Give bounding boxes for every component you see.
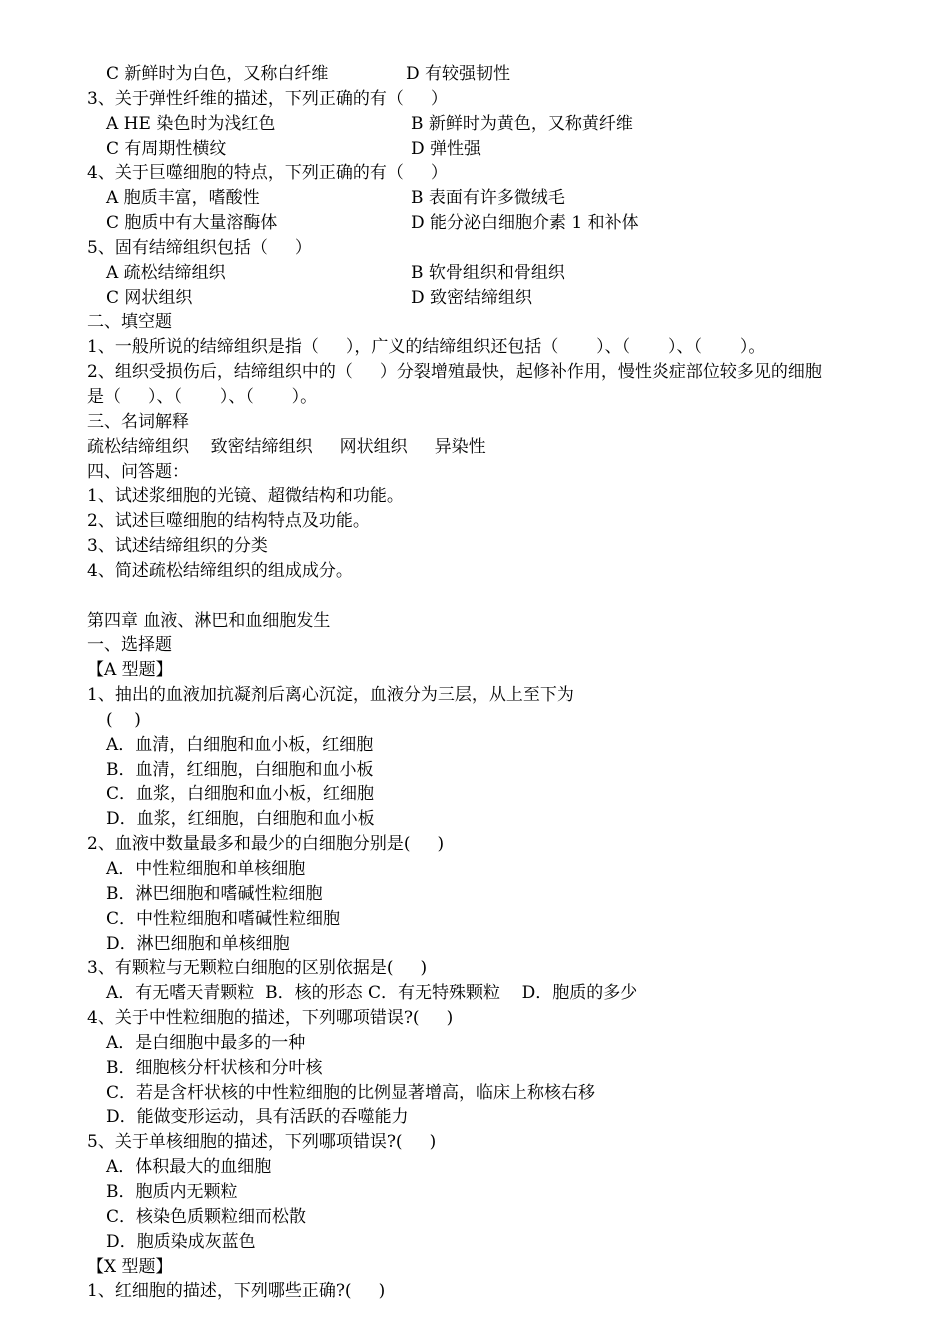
fill-question-continued: 是（ ）、（ ）、（ ）。 [87, 386, 318, 407]
option-c: C 胞质中有大量溶酶体 [106, 213, 278, 234]
question-options-row [87, 261, 917, 286]
qa-question: 4、简述疏松结缔组织的组成成分。 [87, 560, 353, 581]
option-a: A HE 染色时为浅红色 [106, 113, 276, 134]
section-heading: 四、问答题： [87, 461, 189, 482]
question-stem: 3、关于弹性纤维的描述，下列正确的有（ ） [87, 88, 448, 109]
option-d: D 有较强韧性 [406, 64, 511, 84]
section-heading: 二、填空题 [87, 312, 172, 333]
option-d: D．淋巴细胞和单核细胞 [106, 933, 290, 954]
section-heading: 三、名词解释 [87, 411, 189, 432]
option-b: B．胞质内无颗粒 [106, 1181, 238, 1202]
option-c: C．中性粒细胞和嗜碱性粒细胞 [106, 908, 341, 929]
question-stem: 5、固有结缔组织包括（ ） [87, 237, 312, 258]
qa-question: 3、试述结缔组织的分类 [87, 536, 268, 557]
options-inline: A．有无嗜天青颗粒 B．核的形态 C．有无特殊颗粒 D．胞质的多少 [106, 983, 638, 1004]
question-stem: 1、抽出的血液加抗凝剂后离心沉淀，血液分为三层，从上至下为 [87, 685, 574, 706]
option-c: C 网状组织 [106, 287, 193, 308]
section-heading: 一、选择题 [87, 635, 172, 656]
question-stem: 5、关于单核细胞的描述，下列哪项错误?( ) [87, 1132, 437, 1153]
option-c: C．血浆，白细胞和血小板，红细胞 [106, 784, 375, 805]
fill-question: 1、一般所说的结缔组织是指（ ），广义的结缔组织还包括（ ）、（ ）、（ ）。 [87, 337, 766, 358]
question-type-label: 【X 型题】 [87, 1256, 173, 1277]
option-b: B 软骨组织和骨组织 [411, 262, 565, 283]
option-b: B 新鲜时为黄色，又称黄纤维 [411, 113, 633, 134]
option-d: D．胞质染成灰蓝色 [106, 1231, 256, 1252]
document-content [87, 62, 917, 1304]
question-stem: 3、有颗粒与无颗粒白细胞的区别依据是( ) [87, 958, 428, 979]
fill-question: 2、组织受损伤后，结缔组织中的（ ）分裂增殖最快，起修补作用，慢性炎症部位较多见的细胞 [87, 362, 822, 383]
option-d: D．能做变形运动，具有活跃的吞噬能力 [106, 1107, 409, 1128]
question-options-row [87, 62, 917, 87]
question-options-row [87, 186, 917, 211]
option-a: A 疏松结缔组织 [106, 262, 226, 283]
option-c: C．若是含杆状核的中性粒细胞的比例显著增高，临床上称核右移 [106, 1082, 596, 1103]
question-stem: 4、关于中性粒细胞的描述，下列哪项错误?( ) [87, 1008, 454, 1029]
qa-question: 1、试述浆细胞的光镜、超微结构和功能。 [87, 486, 404, 507]
option-b: B．细胞核分杆状核和分叶核 [106, 1057, 323, 1078]
qa-question: 2、试述巨噬细胞的结构特点及功能。 [87, 511, 370, 532]
question-options-row [87, 211, 917, 236]
option-d: D．血浆，红细胞，白细胞和血小板 [106, 809, 375, 830]
option-a: A．中性粒细胞和单核细胞 [106, 859, 306, 879]
option-c: C．核染色质颗粒细而松散 [106, 1206, 307, 1227]
option-a: A．血清，白细胞和血小板，红细胞 [106, 734, 374, 755]
question-type-label: 【A 型题】 [87, 660, 173, 681]
option-d: D 致密结缔组织 [411, 287, 533, 308]
terms-list: 疏松结缔组织 致密结缔组织 网状组织 异染性 [87, 436, 486, 457]
option-b: B．淋巴细胞和嗜碱性粒细胞 [106, 883, 323, 904]
option-c: C 新鲜时为白色，又称白纤维 [106, 64, 329, 84]
option-a: A．是白细胞中最多的一种 [106, 1032, 306, 1053]
question-options-row [87, 286, 917, 311]
option-d: D 能分泌白细胞介素 1 和补体 [411, 213, 639, 234]
question-stem: 2、血液中数量最多和最少的白细胞分别是( ) [87, 834, 445, 855]
option-b: B 表面有许多微绒毛 [411, 188, 565, 209]
chapter-title: 第四章 血液、淋巴和血细胞发生 [87, 610, 331, 631]
answer-paren: ( ) [106, 709, 141, 730]
option-d: D 弹性强 [411, 138, 482, 159]
option-a: A．体积最大的血细胞 [106, 1157, 272, 1178]
option-a: A 胞质丰富，嗜酸性 [106, 188, 260, 209]
option-b: B．血清，红细胞，白细胞和血小板 [106, 759, 374, 780]
question-stem: 1、红细胞的描述，下列哪些正确?( ) [87, 1281, 386, 1302]
question-options-row [87, 137, 917, 162]
option-c: C 有周期性横纹 [106, 138, 227, 159]
blank-line [87, 584, 917, 609]
question-stem: 4、关于巨噬细胞的特点，下列正确的有（ ） [87, 163, 448, 184]
question-options-row [87, 112, 917, 137]
